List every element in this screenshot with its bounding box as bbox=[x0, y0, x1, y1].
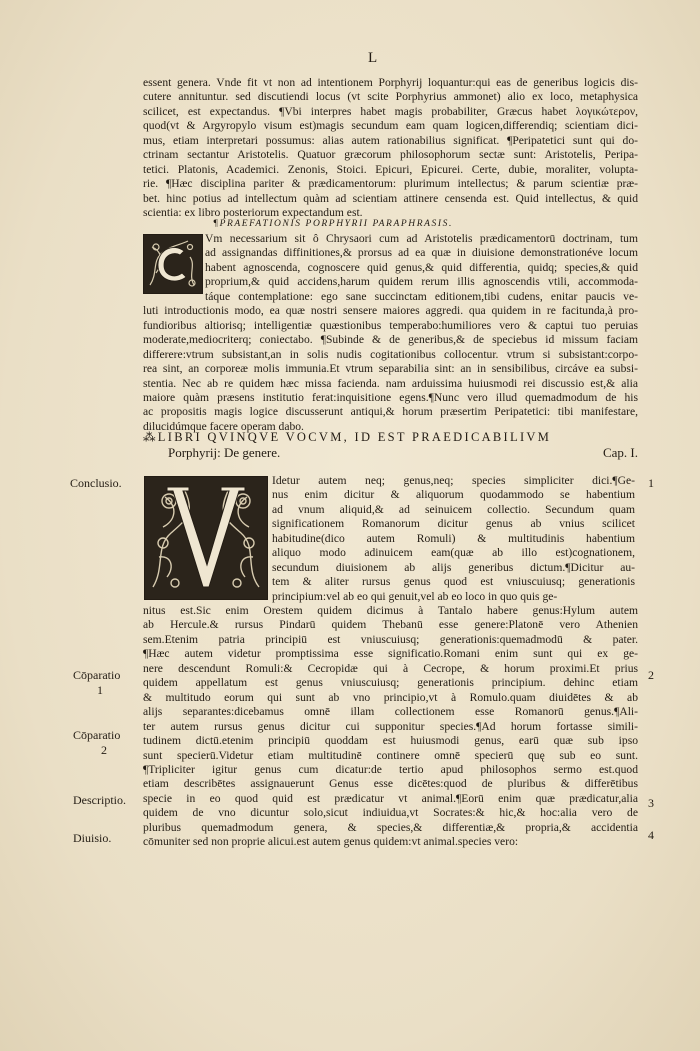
text-line: ab Hercule.& rursus Pindarū quidem Thebanū esse genere:Platonē vero Athenien bbox=[143, 618, 638, 632]
text-line: Idetur autem neq; genus,neq; species simpliciter dici.¶Ge- bbox=[272, 474, 635, 487]
text-line: differere:vtrum subsistant,an in solis nudis cogitationibus collocentur. vtrum si subsistant:corpo- bbox=[143, 347, 638, 361]
text-line: aliquo modo adinuicem eam(quæ ab illo est)cognationem, bbox=[272, 546, 635, 560]
text-line: nitus est.Sic enim Orestem quidem dicimus à Tantalo habere genus:Hylum autem bbox=[143, 604, 638, 617]
text-line: ter autem rursus genus dicitur cui supponitur species.¶Ad horum fortasse simili- bbox=[143, 719, 638, 733]
text-line: stentia. Nec ab re quidem hæc missa facienda. nam arduissima huiusmodi rei discussio est,& alia bbox=[143, 376, 638, 390]
margin-note-comparatio-1: Cōparatio bbox=[73, 668, 121, 682]
text-line: ad vnum aliquid,& ad seinuicem collectio. Secundum quam bbox=[272, 502, 635, 516]
text-line: cōmuniter sed non proprie alicui.est autem genus quidem:vt animal.species vero: bbox=[143, 835, 519, 849]
text-line: nere descendunt Romuli:& Cecropidæ qui à Cecrope, & horum proximi.Et prius bbox=[143, 661, 638, 675]
text-line: specie in eo quod quid est prædicatur vt animal.¶Eorū enim quæ prædicatur,alia bbox=[143, 791, 638, 805]
margin-note-comparatio-1-number: 1 bbox=[97, 683, 103, 697]
text-line: maiore quàm præsens institutio ferat:inquisitione egens.¶Nunc vero illud quemadmodum de his bbox=[143, 390, 638, 404]
text-line: significationem Romanorum dicitur genus ab vnius scilicet bbox=[272, 517, 635, 531]
text-line: luti introductionis modo, ea quæ nostri sensere maiores aggredi. qua quidem in re facitunda,à pro- bbox=[143, 304, 638, 318]
text-line: scilicet, est expectandus. ¶Vbi interpres habet magis probabiliter, Græcus habet λογικώτερον, bbox=[143, 104, 638, 118]
text-line: táque contemplatione: ego sane succinctam editionem,tibi cudens, enitar paucis ve- bbox=[205, 289, 638, 303]
text-line: etiam describētes assignauerunt Genus esse dicētes:quod de pluribus & differētibus bbox=[143, 777, 638, 791]
preface-heading: ¶PRAEFATIONIS PORPHYRII PARAPHRASIS. bbox=[213, 219, 453, 229]
margin-note-diuisio: Diuisio. bbox=[73, 831, 112, 845]
body-paragraph bbox=[143, 604, 638, 850]
text-line: sunt specierū.Videtur etiam multitudinē continere omnē specierū quę sub eo sunt. bbox=[143, 748, 638, 762]
text-line: tudinem dictū.etenim principiū quoddam est huiusmodi genus, earū quæ sub ipso bbox=[143, 734, 638, 748]
text-line: ¶Tripliciter igitur genus cum dicatur:de tertio apud philosophos sermo est.quod bbox=[143, 762, 638, 776]
text-line: nus enim dicitur & aliquorum quodammodo se habentium bbox=[272, 488, 635, 502]
margin-note-comparatio-2-number: 2 bbox=[101, 743, 107, 757]
text-line: rea sint, an corporeæ molis immunia.Et vtrum separabilia sint: an in sensibilibus, circáve ea subsi- bbox=[143, 362, 638, 376]
text-line: moderate,mediocriterq; coniectabo. ¶Subinde & de generibus,& de speciebus id missum faciam bbox=[143, 333, 638, 347]
text-line: tetici. Platonis, Academici. Zenonis, Stoici. Epicuri, Epicurei. Certe, dubie, moraliter, volupta- bbox=[143, 162, 638, 176]
text-line: mus, etiam interpretari possumus: alias autem rationabilius significat. ¶Peripatetici sunt qui do- bbox=[143, 133, 638, 147]
text-line: rie. ¶Hæc disciplina pariter & prædicamentorum: plurimum intellectus; & parum scientiæ præ- bbox=[143, 177, 638, 191]
preface-paragraph bbox=[143, 232, 638, 434]
book-heading: ⁂LIBRI QVINQVE VOCVM, ID EST PRAEDICABILIVM bbox=[143, 430, 552, 444]
text-line: scientia: ex libro posteriorum expectandum est. bbox=[143, 206, 363, 220]
text-line: ac propositis magis logice discusserunt antiqui,& horum præsertim Peripatetici: tibi manifestare, bbox=[143, 405, 638, 419]
margin-note-comparatio-2: Cōparatio bbox=[73, 728, 121, 742]
text-line: sem.Etenim patria principiū est vniuscuiusq; generationis:quemadmodū & pater. bbox=[143, 632, 638, 646]
text-line: alijs separantes:dicebamus omnē illam collectionem esse Romanorū genus.¶Ali- bbox=[143, 705, 638, 719]
chapter-number: Cap. I. bbox=[602, 445, 638, 460]
text-line: ¶Hæc autem videtur promptissima esse significatio.Romani enim sunt qui ex ge- bbox=[143, 647, 638, 661]
text-line: habitudine(dico autem Romuli) & multitudinis habentium bbox=[272, 531, 635, 545]
book-subheading-text: Porphyrij: De genere. bbox=[168, 445, 281, 460]
section-number-3: 3 bbox=[648, 796, 654, 810]
text-line: tem & aliter rursus genus quod est vniuscuiusq; generationis bbox=[272, 575, 635, 589]
margin-note-conclusio: Conclusio. bbox=[70, 476, 122, 490]
section-number-1: 1 bbox=[648, 476, 654, 490]
body-indented-paragraph bbox=[272, 474, 635, 604]
text-line: essent genera. Vnde fit vt non ad intentionem Porphyrij loquantur:qui eas de generibus logicis dis- bbox=[143, 76, 638, 89]
text-line: quidem de vno dicuntur solo,sicut indiuidua,vt Socrates:& hic,& hoc:alia vero de bbox=[143, 806, 638, 820]
text-line: secundum diuisionem ab alijs generibus dictum.¶Dicitur au- bbox=[272, 560, 635, 574]
text-line: cutere annituntur. sed discutiendi locus (vt scite Porphyrius ammonet) alio ex loco, metaphysica bbox=[143, 90, 638, 104]
text-line: & multitudo eorum qui sunt ab vno principio,vt à Romulo.quam diuidētes & ab bbox=[143, 690, 638, 704]
intro-paragraph bbox=[143, 76, 638, 221]
text-line: principium:vel ab eo qui genuit,vel ab eo loco in quo quis ge- bbox=[272, 589, 558, 603]
text-line: proprium,& quid accidens,harum quidem rerum illis agnoscendis vtili, accommoda- bbox=[205, 275, 638, 289]
section-number-2: 2 bbox=[648, 668, 654, 682]
text-line: pluribus quemadmodum genera, & species,& differentiæ,& propria,& accidentia bbox=[143, 820, 638, 834]
text-line: Vm necessarium sit ô Chrysaori cum ad Aristotelis prædicamentorū doctrinam, tum bbox=[205, 232, 638, 245]
text-line: habent agnoscenda, cognoscere quid genus,& quid differentia, quidq; species,& quid bbox=[205, 260, 638, 274]
text-line: fundioribus altiorisq; intelligentiæ quæstionibus temperabo:humiliores vero & captui tuo peruias bbox=[143, 318, 638, 332]
margin-note-descriptio: Descriptio. bbox=[73, 793, 126, 807]
decorated-initial-v-icon bbox=[144, 476, 268, 600]
text-line: quod(vt & Argyropylo visum est)magis secundum eam quam logicen,differendiq; scientiam dici- bbox=[143, 119, 638, 133]
text-line: quidem appellatum est genus vniuscuiusq; generationis principium. dehinc etiam bbox=[143, 676, 638, 690]
section-number-4: 4 bbox=[648, 828, 654, 842]
text-line: ctrinam sectantur Aristotelis. Quatuor græcorum philosophorum sectæ sunt: Aristotelis, Peripa- bbox=[143, 148, 638, 162]
book-subheading bbox=[168, 445, 638, 461]
text-line: dilucidúmque facere operam dabo. bbox=[143, 419, 304, 433]
text-line: bet. hinc potius ad intellectum quàm ad scientiam attinere censenda est. Quid intellectus, & quid bbox=[143, 191, 638, 205]
folio-mark: L bbox=[368, 50, 379, 66]
text-line: ad assignandas diffinitiones,& prorsus ad ea quæ in diuisione demonstrationéve locum bbox=[205, 246, 638, 260]
